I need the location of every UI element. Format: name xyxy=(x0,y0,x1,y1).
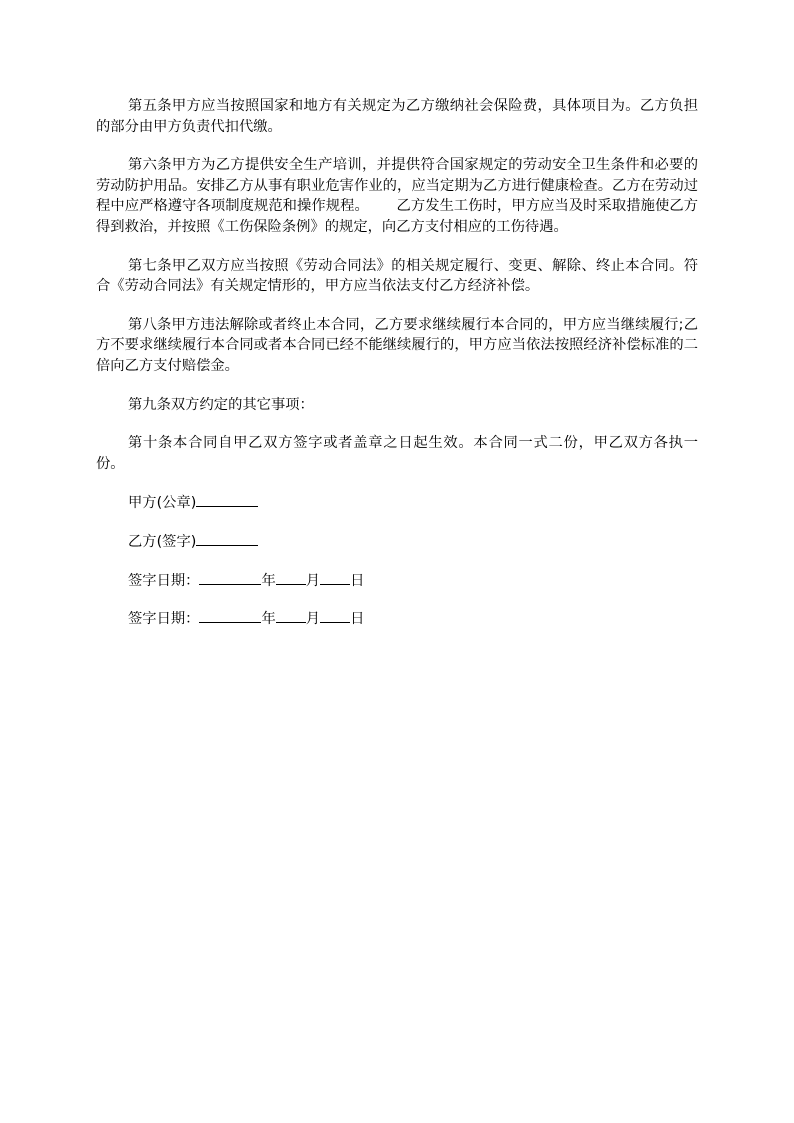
party-b-blank xyxy=(196,531,258,546)
article-9: 第九条双方约定的其它事项： xyxy=(128,396,314,413)
party-a-label: 甲方(公章) xyxy=(128,495,197,512)
article-10: 第十条本合同自甲乙双方签字或者盖章之日起生效。本合同一式二份，甲乙双方各执一份。 xyxy=(96,435,698,472)
article-6: 第六条甲方为乙方提供安全生产培训，并提供符合国家规定的劳动安全卫生条件和必要的劳动防护用品。安排乙方从事有职业危害作业的，应当定期为乙方进行健康检查。乙方在劳动过程中应严格遵守各项制度规范和操作规程。 乙方发生工伤时，甲方应当及时采取措施使乙方得到救治，并按照《工伤保险条例》的规定，向乙方支付相应的工伤待遇。 xyxy=(96,157,698,235)
document-page xyxy=(96,96,698,647)
month-blank xyxy=(276,608,306,623)
year-label: 年 xyxy=(261,611,276,628)
month-label: 月 xyxy=(305,611,321,628)
party-a-signature-line xyxy=(96,492,698,514)
party-b-signature-line xyxy=(96,531,698,553)
day-label: 日 xyxy=(350,572,365,589)
article-7: 第七条甲乙双方应当按照《劳动合同法》的相关规定履行、变更、解除、终止本合同。符合《劳动合同法》有关规定情形的，甲方应当依法支付乙方经济补偿。 xyxy=(96,257,698,295)
year-label: 年 xyxy=(261,572,276,589)
party-a-blank xyxy=(196,492,258,507)
sign-date-line-2 xyxy=(96,608,698,630)
day-blank xyxy=(320,570,350,585)
article-8: 第八条甲方违法解除或者终止本合同，乙方要求继续履行本合同的，甲方应当继续履行;乙方不要求继续履行本合同或者本合同已经不能继续履行的，甲方应当依法按照经济补偿标准的二倍向乙方支付赔偿金。 xyxy=(96,316,698,374)
sign-date-label: 签字日期： xyxy=(128,572,200,589)
month-label: 月 xyxy=(305,572,321,589)
sign-date-line-1 xyxy=(96,570,698,592)
day-blank xyxy=(320,608,350,623)
year-blank xyxy=(199,608,261,623)
day-label: 日 xyxy=(350,611,365,628)
month-blank xyxy=(276,570,306,585)
party-b-label: 乙方(签字) xyxy=(128,533,197,550)
year-blank xyxy=(199,570,261,585)
sign-date-label: 签字日期： xyxy=(128,611,200,628)
article-5: 第五条甲方应当按照国家和地方有关规定为乙方缴纳社会保险费，具体项目为。乙方负担的部分由甲方负责代扣代缴。 xyxy=(96,98,698,135)
